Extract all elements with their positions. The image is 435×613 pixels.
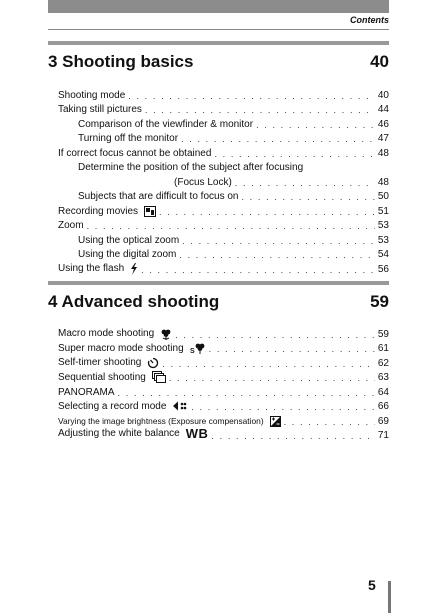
section-rule [48,281,389,285]
toc-entry[interactable]: Shooting mode . . . 40 [58,86,389,101]
header-contents-label: Contents [350,15,389,25]
exposure-compensation-icon [270,416,281,427]
toc-entry[interactable]: Comparison of the viewfinder & monitor . . . 46 [58,115,389,130]
toc-entry[interactable]: If correct focus cannot be obtained . . . 48 [58,144,389,159]
toc-entry[interactable]: Self-timer shooting . . . 62 [58,354,389,369]
toc-entry[interactable]: Sequential shooting . . . 63 [58,369,389,384]
section-3-heading [48,41,389,72]
section-title: 3 Shooting basics [48,52,194,71]
page-edge-rule [388,581,391,613]
toc-entry[interactable]: Macro mode shooting . . . 59 [58,325,389,340]
toc-entry[interactable]: Using the digital zoom . . . 54 [58,246,389,261]
toc-entry[interactable]: PANORAMA . . . 64 [58,383,389,398]
section-title: 4 Advanced shooting [48,292,220,311]
self-timer-icon [147,357,159,369]
toc-entry[interactable]: Taking still pictures . . . 44 [58,101,389,116]
toc-entry[interactable]: Using the flash . . . 56 [58,260,389,275]
section-rule [48,41,389,45]
toc-entry[interactable]: Selecting a record mode . . . 66 [58,398,389,413]
section-3-toc [58,86,389,275]
header-rule [48,29,389,30]
toc-entry[interactable]: Subjects that are difficult to focus on . . . 50 [58,188,389,203]
section-4-toc [58,325,389,441]
toc-entry[interactable]: Determine the position of the subject after focusing [78,162,304,173]
macro-flower-icon [160,328,172,340]
toc-entry[interactable]: Turning off the monitor . . . 47 [58,130,389,145]
section-page: 59 [370,292,389,311]
movie-mode-icon [144,206,156,217]
toc-entry[interactable]: Varying the image brightness (Exposure compensation) . . . 69 [58,412,389,427]
toc-entry[interactable]: Adjusting the white balance WB . . . 71 [58,427,389,442]
record-mode-icon [172,400,188,412]
toc-entry[interactable]: Recording movies . . . 51 [58,202,389,217]
white-balance-icon: WB [185,426,209,441]
header-bar [48,0,389,13]
flash-icon [130,263,138,275]
sequential-shooting-icon [152,371,166,383]
toc-entry[interactable]: Zoom . . . 53 [58,217,389,232]
page-number: 5 [368,577,376,593]
section-4-heading [48,281,389,312]
toc-entry[interactable]: Using the optical zoom . . . 53 [58,231,389,246]
section-page: 40 [370,52,389,71]
toc-entry[interactable]: (Focus Lock) . . . 48 [58,173,389,188]
toc-entry[interactable]: Super macro mode shooting S . . . 61 [58,340,389,355]
super-macro-icon [190,342,206,354]
svg-text:S: S [189,348,195,354]
